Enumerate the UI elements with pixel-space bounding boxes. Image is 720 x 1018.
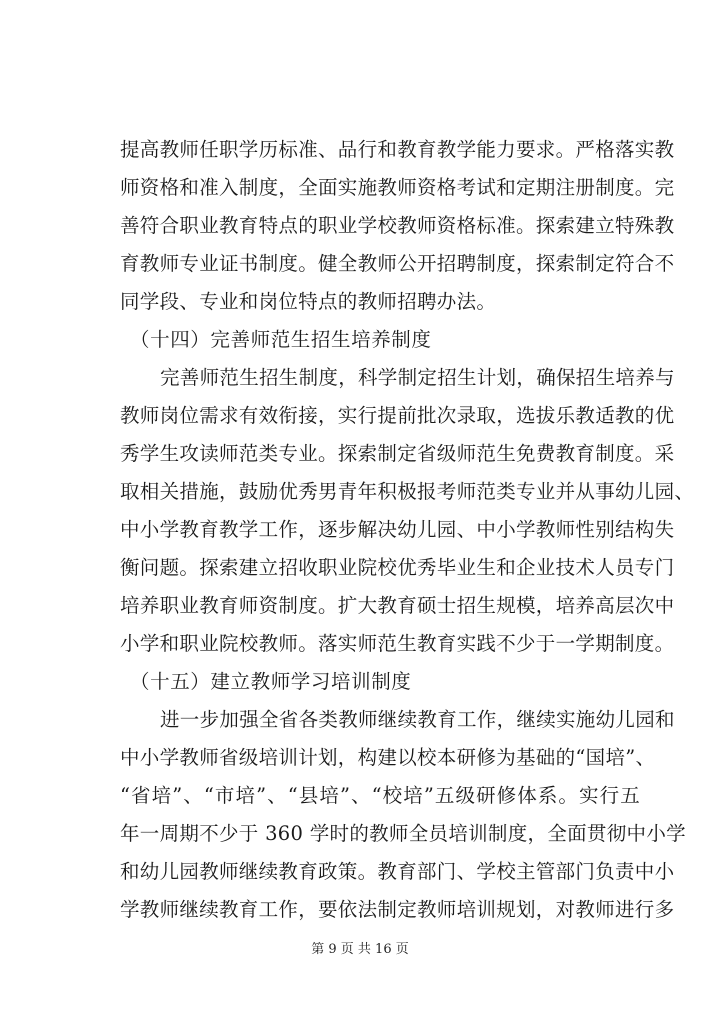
paragraph-line: 年一周期不少于 360 学时的教师全员培训制度，全面贯彻中小学 — [120, 822, 686, 845]
section-heading: （十四）完善师范生招生培养制度 — [130, 328, 432, 351]
paragraph-line: “省培”、“市培”、“县培”、“校培”五级研修体系。实行五 — [120, 784, 640, 807]
paragraph-line: 取相关措施，鼓励优秀男青年积极报考师范类专业并从事幼儿园、 — [120, 480, 695, 503]
paragraph-line: 完善师范生招生制度，科学制定招生计划，确保招生培养与 — [160, 366, 675, 389]
paragraph-line: 秀学生攻读师范类专业。探索制定省级师范生免费教育制度。采 — [120, 442, 675, 465]
paragraph-line: 提高教师任职学历标准、品行和教育教学能力要求。严格落实教 — [120, 138, 675, 161]
section-heading: （十五）建立教师学习培训制度 — [130, 670, 412, 693]
paragraph-line: 进一步加强全省各类教师继续教育工作，继续实施幼儿园和 — [160, 708, 675, 731]
paragraph-line: 善符合职业教育特点的职业学校教师资格标准。探索建立特殊教 — [120, 214, 675, 237]
paragraph-line: 同学段、专业和岗位特点的教师招聘办法。 — [120, 290, 497, 313]
paragraph-line: 中小学教育教学工作，逐步解决幼儿园、中小学教师性别结构失 — [120, 518, 675, 541]
paragraph-line: 小学和职业院校教师。落实师范生教育实践不少于一学期制度。 — [120, 632, 675, 655]
paragraph-line: 教师岗位需求有效衔接，实行提前批次录取，选拔乐教适教的优 — [120, 404, 675, 427]
paragraph-line: 学教师继续教育工作，要依法制定教师培训规划，对教师进行多 — [120, 898, 675, 921]
paragraph-line: 衡问题。探索建立招收职业院校优秀毕业生和企业技术人员专门 — [120, 556, 675, 579]
paragraph-line: 中小学教师省级培训计划，构建以校本研修为基础的“国培”、 — [120, 746, 656, 769]
paragraph-line: 师资格和准入制度，全面实施教师资格考试和定期注册制度。完 — [120, 176, 675, 199]
page-number-footer: 第 9 页 共 16 页 — [311, 942, 409, 957]
paragraph-line: 和幼儿园教师继续教育政策。教育部门、学校主管部门负责中小 — [120, 860, 675, 883]
paragraph-line: 育教师专业证书制度。健全教师公开招聘制度，探索制定符合不 — [120, 252, 675, 275]
paragraph-line: 培养职业教育师资制度。扩大教育硕士招生规模，培养高层次中 — [120, 594, 675, 617]
